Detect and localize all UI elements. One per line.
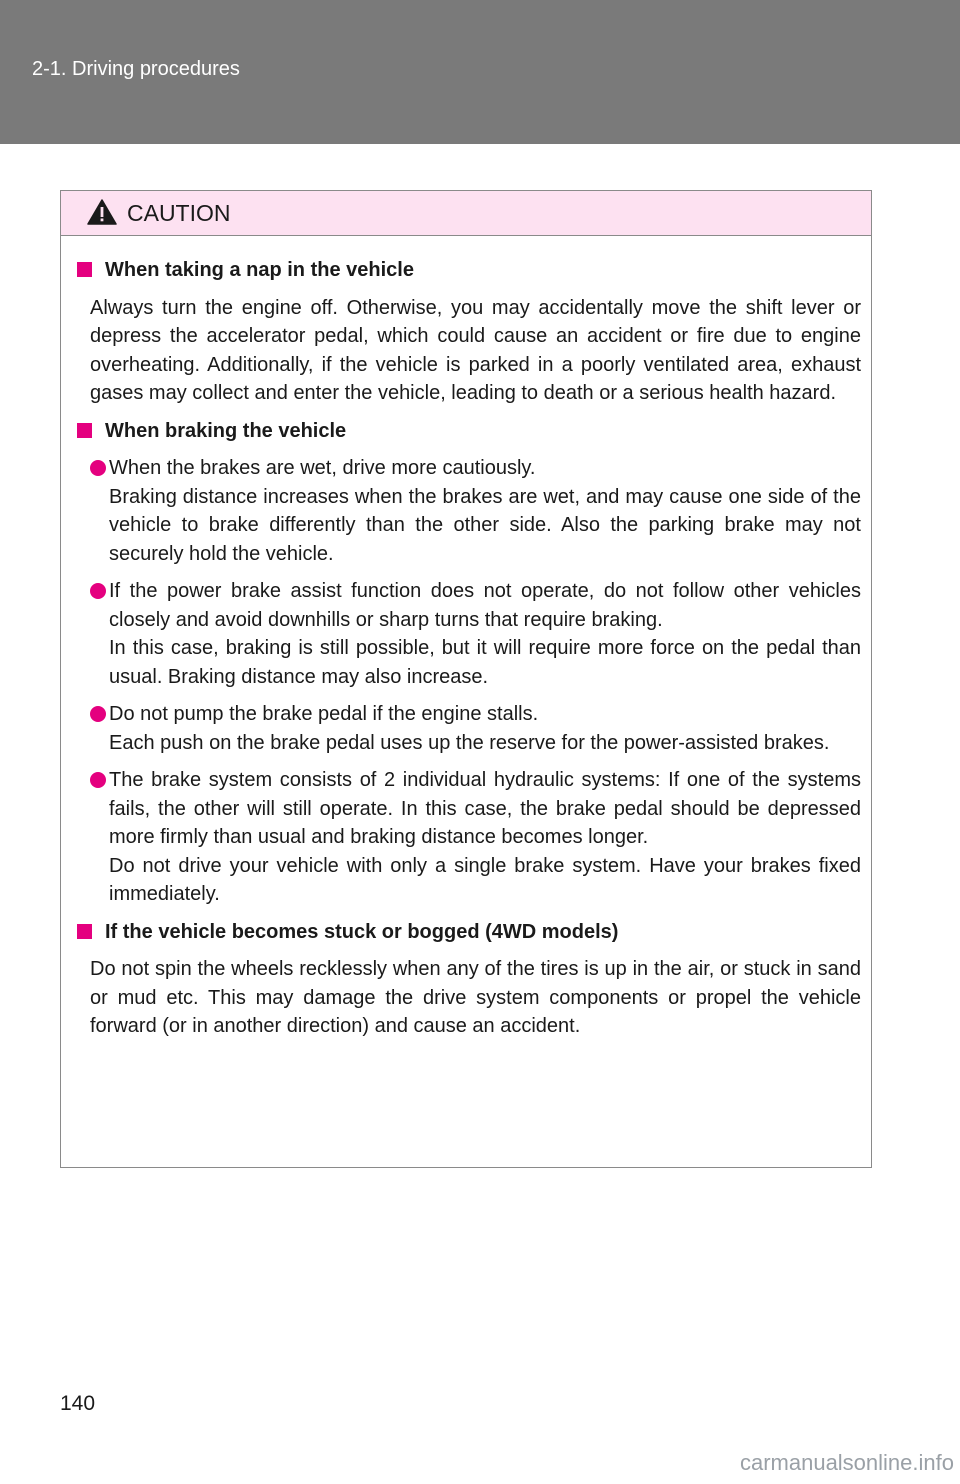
list-item: If the power brake assist function does not operate, do not follow other vehicles closely and avoid downhills or sharp turns that require braking. In this case, braking is still possible, but it will require more force on the pedal than usual. Braking distance may also increase. — [77, 577, 861, 691]
circle-bullet-icon — [90, 460, 106, 476]
caution-header — [61, 191, 871, 236]
square-bullet-icon — [77, 423, 92, 438]
circle-bullet-icon — [90, 772, 106, 788]
paragraph: Do not spin the wheels recklessly when any of the tires is up in the air, or stuck in sand or mud etc. This may damage the drive system components or propel the vehicle forward (or in another direction) and cause an accident. — [90, 958, 861, 1037]
page-header — [0, 0, 960, 144]
list-item: The brake system consists of 2 individual hydraulic systems: If one of the systems fails, the other will still operate. In this case, the brake pedal should be depressed more firmly than usual and braking distance becomes longer. Do not drive your vehicle with only a single brake system. Have your brakes fixed immediately. — [77, 766, 861, 909]
section-heading: When taking a nap in the vehicle — [77, 256, 861, 285]
section-heading: When braking the vehicle — [77, 417, 861, 446]
page-number: 140 — [60, 1392, 96, 1415]
section-title-header: 2-1. Driving procedures — [32, 58, 240, 80]
watermark-text: carmanualsonline.info — [739, 1450, 954, 1475]
section-heading: If the vehicle becomes stuck or bogged (4WD models) — [77, 918, 861, 947]
square-bullet-icon — [77, 262, 92, 277]
caution-box — [60, 190, 872, 1168]
paragraph: Always turn the engine off. Otherwise, you may accidentally move the shift lever or depress the accelerator pedal, which could cause an accident or fire due to engine overheating. Additionally, if the vehicle is parked in a poorly ventilated area, exhaust gases may collect and enter the vehicle, leading to death or a serious health hazard. — [90, 296, 861, 404]
caution-label: CAUTION — [127, 200, 231, 226]
list-item: When the brakes are wet, drive more cautiously. Braking distance increases when the brakes are wet, and may cause one side of the vehicle to brake differently than the other side. Also the parking brake may not securely hold the vehicle. — [77, 454, 861, 568]
warning-triangle-icon — [87, 199, 117, 225]
circle-bullet-icon — [90, 706, 106, 722]
square-bullet-icon — [77, 924, 92, 939]
list-item: Do not pump the brake pedal if the engine stalls. Each push on the brake pedal uses up the reserve for the power-assisted brakes. — [77, 700, 861, 757]
caution-content — [61, 236, 871, 1041]
circle-bullet-icon — [90, 583, 106, 599]
